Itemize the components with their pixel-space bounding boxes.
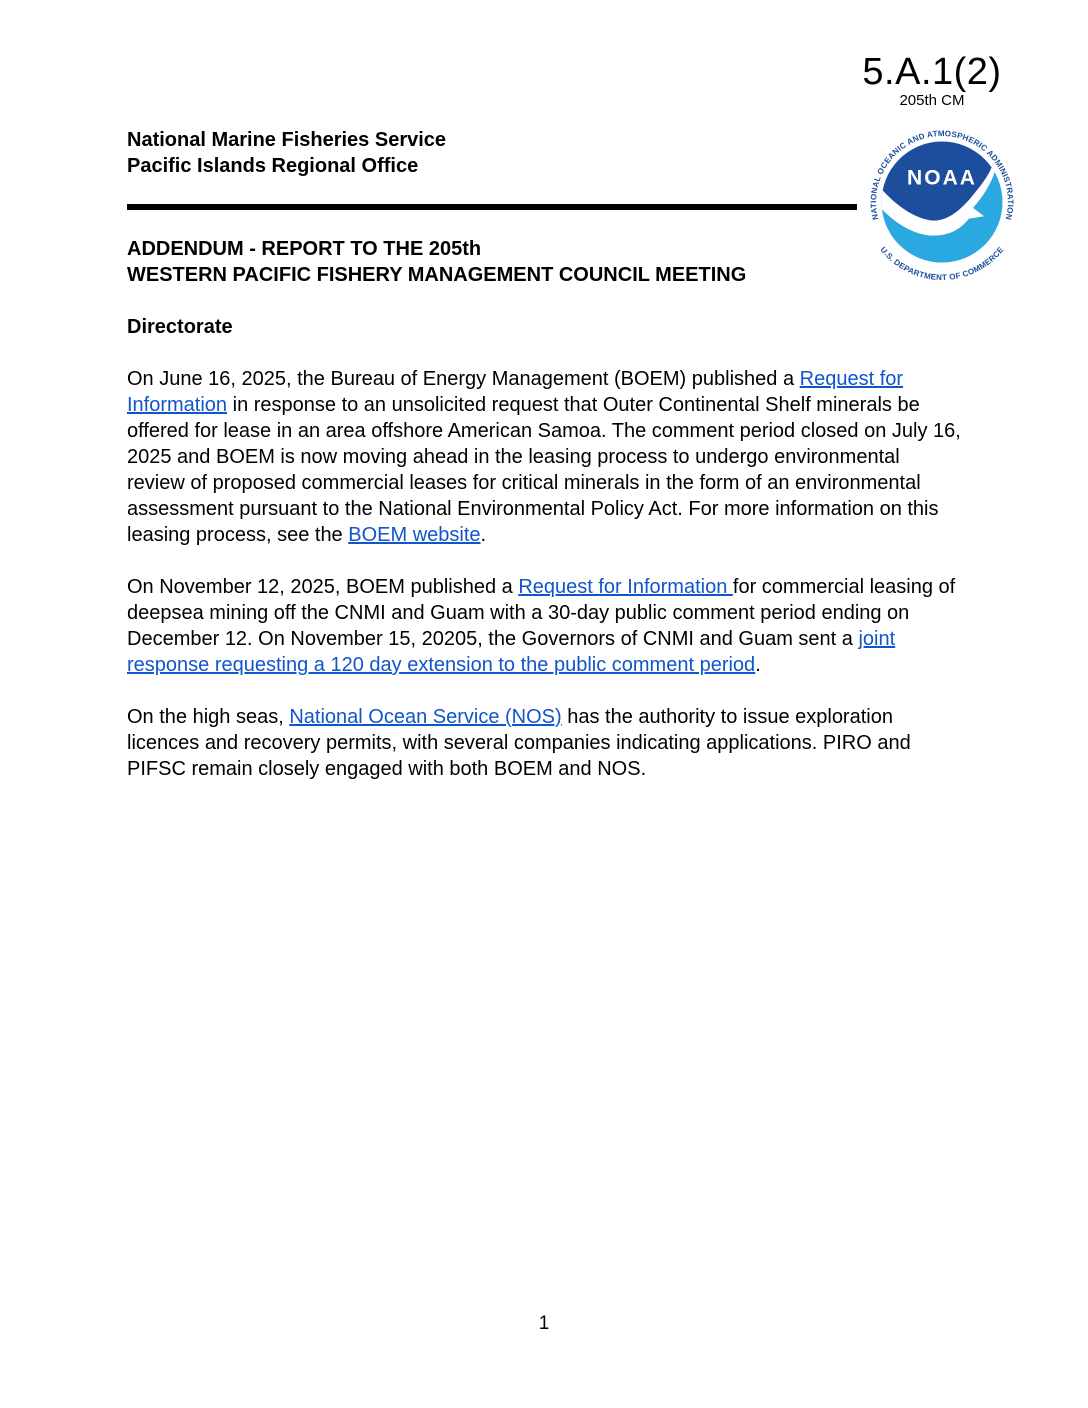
noaa-logo <box>858 118 1026 286</box>
hyperlink[interactable]: National Ocean Service (NOS) <box>289 706 562 728</box>
meeting-number: 205th CM <box>899 92 965 109</box>
body-text: in response to an unsolicited request that Outer Continental Shelf minerals be offered for lease in an area offshore American Samoa. The comment period closed on July 16, 2025 and BOEM is now moving ahead in the leasing process to undergo environmental review of proposed commercial leases for critical minerals in the form of an environmental assessment pursuant to the National Environmental Policy Act. For more information on this leasing process, see the <box>127 394 961 546</box>
header-divider-rule <box>127 204 857 210</box>
hyperlink[interactable]: BOEM website <box>348 524 481 546</box>
body-paragraph <box>127 574 963 678</box>
body-text: for commercial leasing of deepsea mining off the CNMI and Guam with a 30-day public comment period ending on December 12. On November 15, 20205, the Governors of CNMI and Guam sent a <box>127 576 956 650</box>
hyperlink[interactable]: joint response requesting a 120 day extension to the public comment period <box>127 628 896 676</box>
document-body <box>127 366 963 808</box>
agenda-item-code: 5.A.1(2) <box>862 51 1002 93</box>
document-title-line2: WESTERN PACIFIC FISHERY MANAGEMENT COUNCIL MEETING <box>127 264 747 286</box>
body-text: has the authority to issue exploration licences and recovery permits, with several companies indicating applications. PIRO and PIFSC remain closely engaged with both BOEM and NOS. <box>127 706 911 780</box>
logo-ring-text-bottom: U.S. DEPARTMENT OF COMMERCE <box>878 245 1006 283</box>
hyperlink[interactable]: Request for Information <box>127 368 904 416</box>
letterhead <box>127 127 867 179</box>
document-title-line1: ADDENDUM - REPORT TO THE 205th <box>127 238 482 260</box>
body-paragraph <box>127 704 963 782</box>
noaa-wordmark: NOAA <box>907 166 977 190</box>
hyperlink[interactable]: Request for Information <box>518 576 733 598</box>
body-text: On November 12, 2025, BOEM published a <box>127 576 519 598</box>
org-name-line1: National Marine Fisheries Service <box>127 129 447 151</box>
body-text: . <box>480 524 487 546</box>
agenda-item-label <box>862 52 1002 109</box>
document-title <box>127 236 867 288</box>
body-text: On the high seas, <box>127 706 290 728</box>
noaa-emblem-disc <box>858 118 1026 286</box>
org-name-line2: Pacific Islands Regional Office <box>127 155 419 177</box>
body-text: . <box>755 654 761 676</box>
body-paragraph <box>127 366 963 548</box>
page-number: 1 <box>538 1313 550 1334</box>
section-heading-directorate: Directorate <box>127 316 233 338</box>
logo-ring-text-top: NATIONAL OCEANIC AND ATMOSPHERIC ADMINISTRATION <box>869 129 1015 221</box>
body-text: On June 16, 2025, the Bureau of Energy Management (BOEM) published a <box>127 368 800 390</box>
